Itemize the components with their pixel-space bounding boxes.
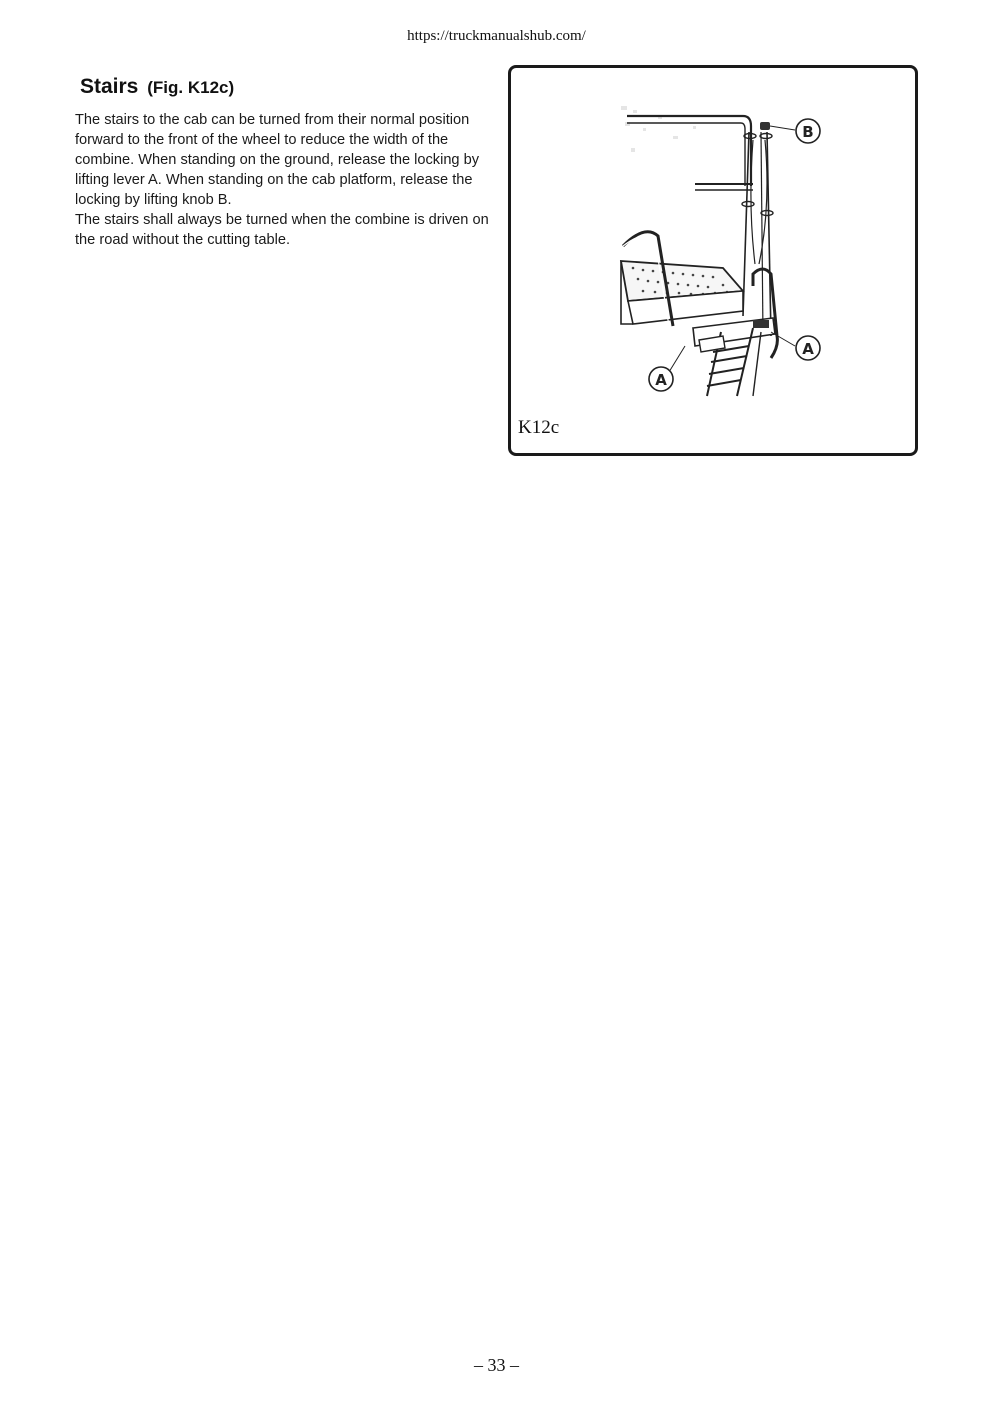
header-url: https://truckmanualshub.com/ [407, 28, 586, 44]
figure-caption: K12c [518, 417, 560, 438]
stairs-illustration [603, 96, 853, 441]
callout-b: B [802, 123, 814, 141]
paragraph-stairs-road: The stairs shall always be turned when the combine is driven on the road without the cutting table. [75, 212, 489, 248]
callout-a-left: A [655, 371, 667, 389]
figure-k12c [508, 65, 918, 456]
paragraph-stairs-turning: The stairs to the cab can be turned from their normal position forward to the front of the wheel to reduce the width of the combine. When standing on the ground, release the locking by lifting lever A. When standing on the cab platform, release the locking by lifting knob B. [75, 112, 480, 208]
figure-reference: (Fig. K12c) [147, 78, 235, 97]
callout-a-right: A [802, 340, 814, 358]
page-number: – 33 – [474, 1355, 519, 1375]
section-title-main: Stairs [80, 75, 139, 98]
body-text [75, 110, 505, 250]
section-title [80, 64, 234, 101]
